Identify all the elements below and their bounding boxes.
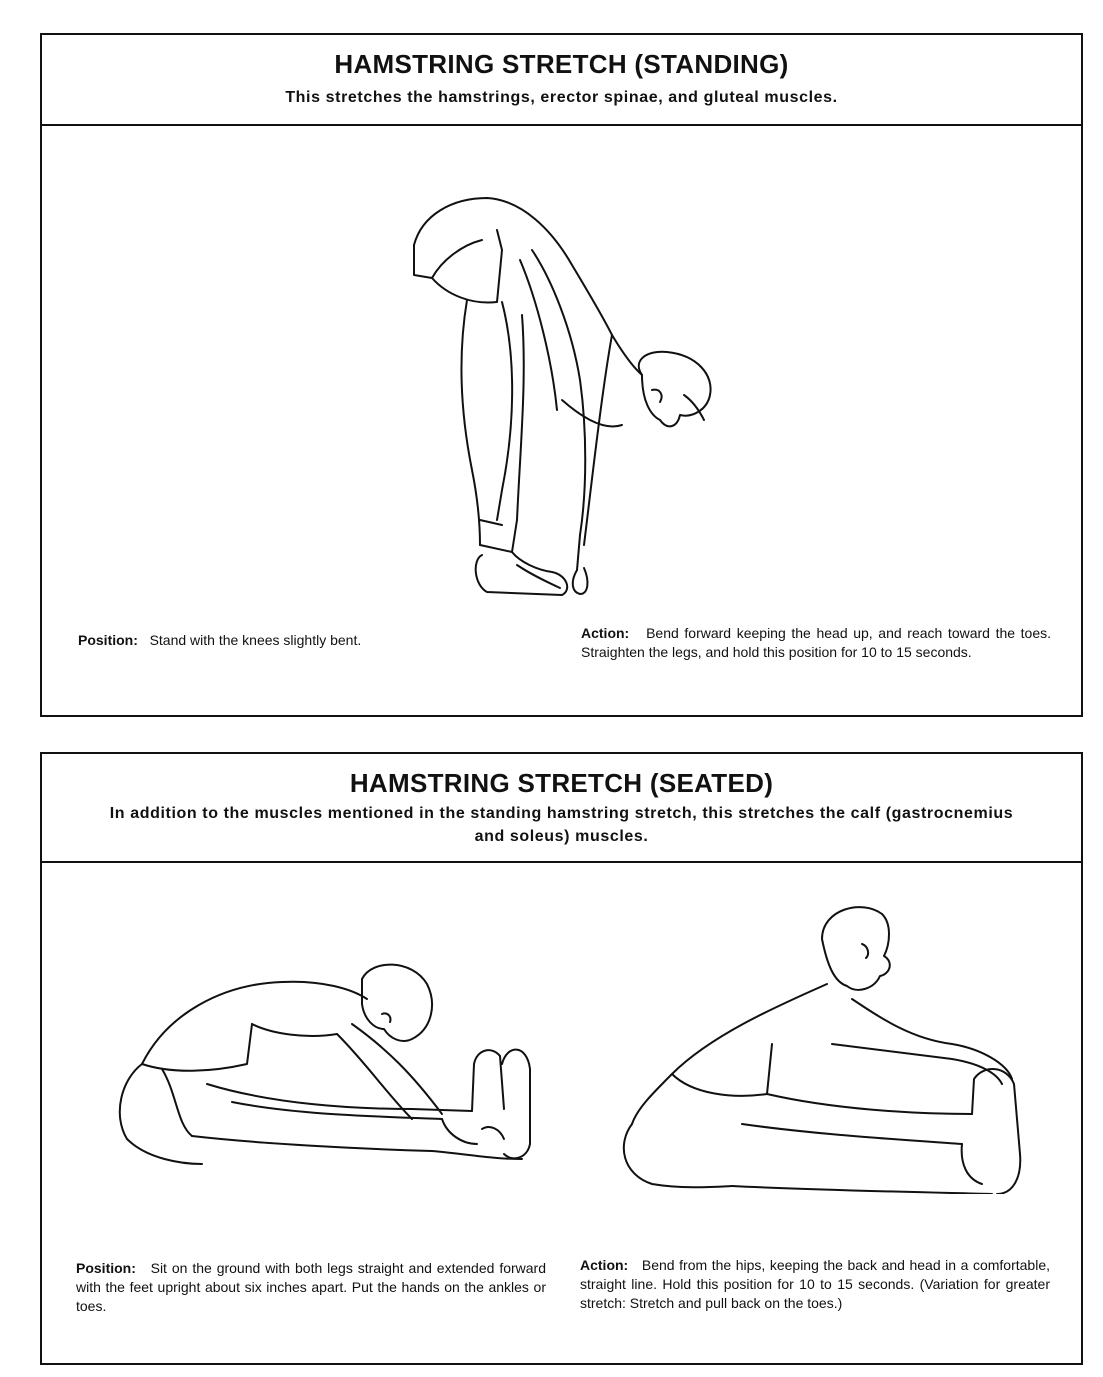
standing-position-label: Position: (78, 632, 138, 648)
standing-action-caption (581, 624, 1051, 662)
seated-action-caption (580, 1256, 1050, 1313)
standing-position-caption (78, 631, 498, 650)
seated-position-caption (76, 1259, 546, 1316)
seated-action-label: Action: (580, 1257, 629, 1273)
seated-stretch-title: HAMSTRING STRETCH (SEATED) (349, 768, 774, 798)
standing-stretch-title: HAMSTRING STRETCH (STANDING) (334, 49, 789, 79)
standing-stretch-header (42, 35, 1081, 126)
standing-position-text: Stand with the knees slightly bent. (149, 632, 362, 648)
seated-stretch-hands-on-toes-illustration (112, 954, 532, 1184)
standing-stretch-illustration (402, 190, 722, 610)
seated-position-label: Position: (76, 1260, 136, 1276)
standing-action-label: Action: (581, 625, 630, 641)
seated-stretch-subtitle: In addition to the muscles mentioned in the standing hamstring stretch, this stretches the calf (gastrocnemius and soleus) muscles. (109, 805, 1014, 845)
seated-stretch-panel (40, 752, 1083, 1365)
standing-stretch-subtitle: This stretches the hamstrings, erector spinae, and gluteal muscles. (285, 89, 838, 106)
seated-stretch-header (42, 754, 1081, 863)
standing-stretch-panel (40, 33, 1083, 717)
seated-action-text: Bend from the hips, keeping the back and head in a comfortable, straight line. Hold this position for 10 to 15 seconds. (Variation for greater stretch: Stretch and pull back on the toes.) (580, 1257, 1051, 1311)
standing-action-text: Bend forward keeping the head up, and reach toward the toes. Straighten the legs, and hold this position for 10 to 15 seconds. (581, 625, 1051, 660)
seated-position-text: Sit on the ground with both legs straight and extended forward with the feet upright about six inches apart. Put the hands on the ankles or toes. (76, 1260, 546, 1314)
seated-stretch-hip-bend-illustration (612, 894, 1032, 1194)
